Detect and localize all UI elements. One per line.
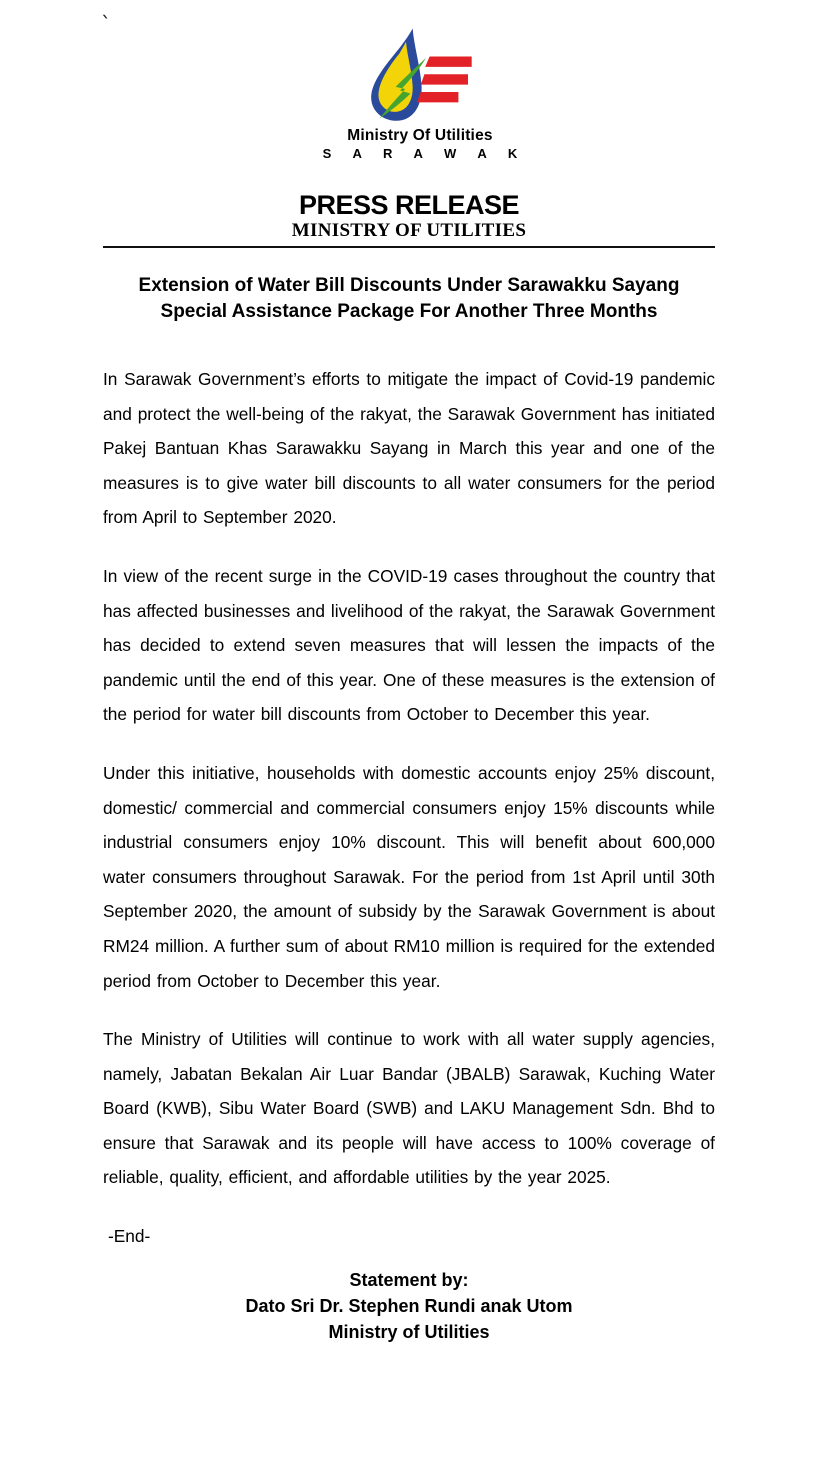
press-release-title: PRESS RELEASE: [298, 190, 520, 220]
release-heading-line-1: Extension of Water Bill Discounts Under Sarawakku Sayang: [138, 275, 680, 296]
logo-org-name: Ministry Of Utilities: [347, 127, 493, 144]
ministry-logo-block: [0, 0, 840, 161]
stray-backtick-mark: `: [100, 12, 113, 36]
document-content-column: [103, 191, 715, 1345]
end-marker: -End-: [108, 1226, 151, 1247]
body-paragraph-1: In Sarawak Government’s efforts to mitigate the impact of Covid-19 pandemic and protect the well-being of the rakyat, the Sarawak Government has initiated Pakej Bantuan Khas Sarawakku Sayang in March this year and one of the measures is to give water bill discounts to all water consumers for the period from April to September 2020.: [103, 369, 715, 528]
body-paragraph-4: The Ministry of Utilities will continue to work with all water supply agencies, namely, Jabatan Bekalan Air Luar Bandar (JBALB) Sarawak, Kuching Water Board (KWB), Sibu Water Board (SWB) and LAKU Management Sdn. Bhd to ensure that Sarawak and its people will have access to 100% coverage of reliable, quality, efficient, and affordable utilities by the year 2025.: [103, 1029, 715, 1188]
release-body: [103, 362, 715, 1195]
signature-block: [103, 1267, 715, 1345]
signature-org: Ministry of Utilities: [328, 1322, 490, 1343]
ministry-of-utilities-logo-icon: [344, 27, 496, 123]
body-paragraph-3: Under this initiative, households with domestic accounts enjoy 25% discount, domestic/ commercial and commercial consumers enjoy 15% discounts while industrial consumers enjoy 10% discount. This will benefit about 600,000 water consumers throughout Sarawak. For the period from 1st April until 30th September 2020, the amount of subsidy by the Sarawak Government is about RM24 million. A further sum of about RM10 million is required for the extended period from October to December this year.: [103, 762, 715, 991]
logo-e-bar-middle-shape: [421, 74, 468, 84]
press-release-header: [103, 191, 715, 248]
press-release-subtitle: MINISTRY OF UTILITIES: [291, 220, 527, 241]
release-heading: [103, 273, 715, 325]
signature-name: Dato Sri Dr. Stephen Rundi anak Utom: [245, 1296, 573, 1317]
signature-label: Statement by:: [349, 1270, 469, 1291]
logo-e-bar-top-shape: [425, 57, 472, 67]
body-paragraph-2: In view of the recent surge in the COVID-19 cases throughout the country that has affected businesses and livelihood of the rakyat, the Sarawak Government has decided to extend seven measures that will lessen the impacts of the pandemic until the end of this year. One of these measures is the extension of the period for water bill discounts from October to December this year.: [103, 565, 715, 725]
release-heading-line-2: Special Assistance Package For Another Three Months: [160, 301, 658, 322]
logo-e-bar-bottom-shape: [417, 92, 458, 102]
logo-region-name: S A R A W A K: [322, 146, 527, 161]
header-divider-rule: [103, 246, 715, 248]
